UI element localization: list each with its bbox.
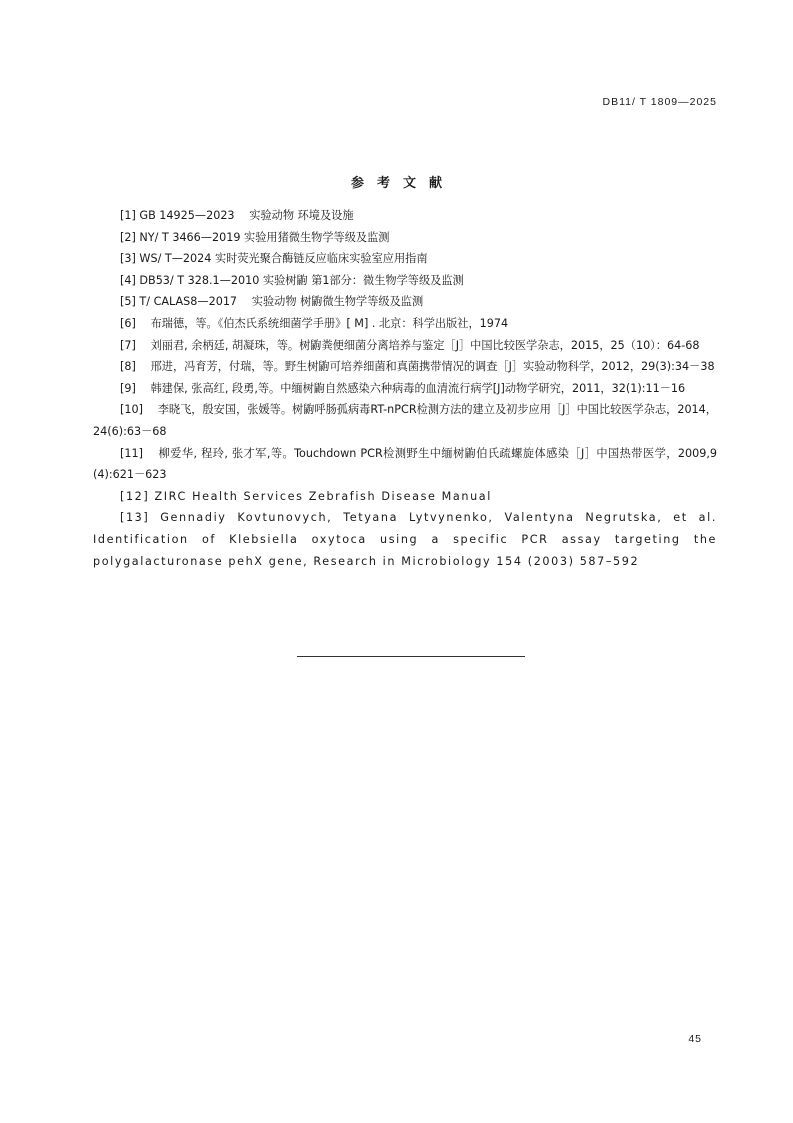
reference-item-5: [5] T/ CALAS8—2017 实验动物 树鼩微生物学等级及监测: [120, 295, 424, 309]
reference-item-6: [6] 布瑞德，等。《伯杰氏系统细菌学手册》[ M] . 北京：科学出版社，1974: [120, 316, 509, 330]
reference-list: [93, 205, 717, 572]
page-title: 参考文献: [350, 176, 455, 191]
reference-item-9: [9] 韩建保, 张高红, 段勇,等。中缅树鼩自然感染六种病毒的血清流行病学[J]动物学研究，2011，32(1):11－16: [120, 381, 686, 395]
reference-item-7: [7] 刘丽君, 余柄廷, 胡凝珠，等。树鼩粪便细菌分离培养与鉴定［J］中国比较医学杂志，2015，25（10）：64-68: [120, 338, 700, 352]
reference-item-12: [12] ZIRC Health Services Zebrafish Disease Manual: [120, 489, 492, 503]
end-divider: [297, 656, 525, 657]
reference-item-13: [13] Gennadiy Kovtunovych, Tetyana Lytvynenko, Valentyna Negrutska, et al. Identification of Klebsiella oxytoca using a specific PCR assay targeting the polygalacturonase pehX gene, Research in Microbiology 154 (2003) 587–592: [93, 511, 717, 568]
reference-item-3: [3] WS/ T—2024 实时荧光聚合酶链反应临床实验室应用指南: [120, 252, 428, 266]
reference-item-10: [10] 李晓飞，殷安国，张媛等。树鼩呼肠孤病毒RT-nPCR检测方法的建立及初步应用［J］中国比较医学杂志，2014，24(6):63－68: [93, 403, 717, 438]
reference-item-1: [1] GB 14925—2023 实验动物 环境及设施: [120, 209, 354, 222]
page-number: 45: [688, 1033, 702, 1045]
reference-item-11: [11] 柳爱华, 程玲, 张才军,等。Touchdown PCR检测野生中缅树鼩伯氏疏螺旋体感染［J］中国热带医学，2009,9(4):621－623: [93, 446, 717, 482]
document-code: DB11/ T 1809—2025: [602, 96, 717, 108]
reference-item-4: [4] DB53/ T 328.1—2010 实验树鼩 第1部分：微生物学等级及监测: [120, 273, 464, 287]
reference-item-2: [2] NY/ T 3466—2019 实验用猪微生物学等级及监测: [120, 230, 390, 244]
reference-item-8: [8] 邢进，冯育芳，付瑞，等。野生树鼩可培养细菌和真菌携带情况的调查［J］实验动物科学，2012，29(3):34－38: [120, 360, 715, 374]
